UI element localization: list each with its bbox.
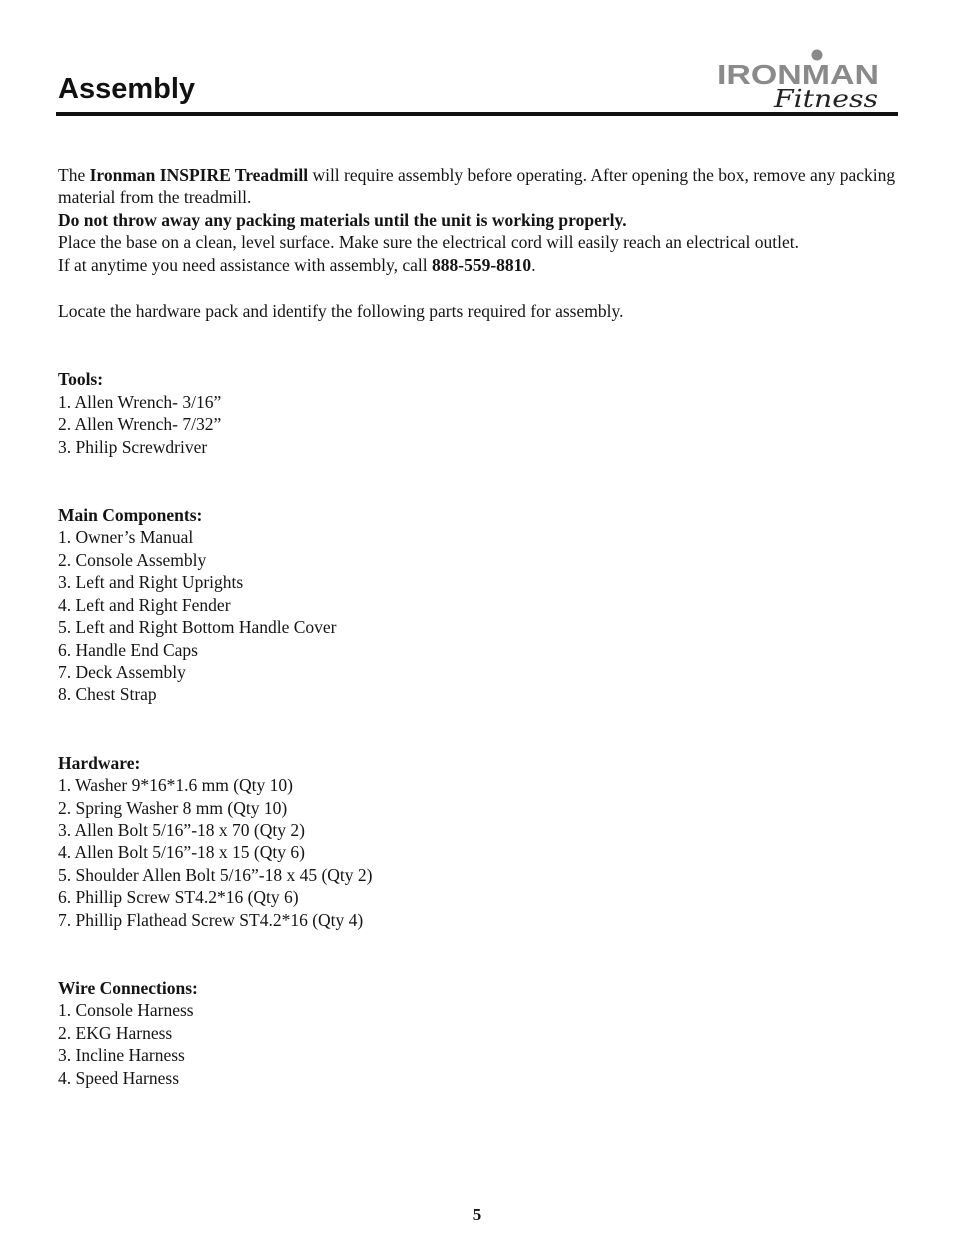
hardware-list — [58, 774, 900, 931]
wire-connections-heading: Wire Connections: — [58, 977, 198, 998]
page-number: 5 — [472, 1205, 482, 1224]
intro-paragraph — [58, 164, 900, 276]
main-components-list — [58, 526, 900, 705]
page-title: Assembly — [58, 73, 196, 105]
list-item: 2. Console Assembly — [58, 549, 207, 570]
ironman-fitness-logo — [716, 46, 882, 112]
placement-instruction: Place the base on a clean, level surface. Make sure the electrical cord will easily reach an electrical outlet. — [58, 232, 799, 253]
list-item: 7. Phillip Flathead Screw ST4.2*16 (Qty 4) — [58, 909, 364, 930]
main-components-section — [58, 504, 900, 706]
product-name: Ironman INSPIRE Treadmill — [89, 165, 309, 185]
intro-text: The — [58, 165, 90, 185]
main-components-heading: Main Components: — [58, 505, 203, 526]
list-item: 4. Speed Harness — [58, 1067, 180, 1088]
list-item: 2. Allen Wrench- 7/32” — [58, 414, 222, 435]
list-item: 4. Left and Right Fender — [58, 594, 231, 615]
wire-connections-section — [58, 977, 900, 1089]
list-item: 3. Philip Screwdriver — [58, 436, 208, 457]
packing-warning: Do not throw away any packing materials until the unit is working properly. — [58, 209, 627, 230]
list-item: 3. Left and Right Uprights — [58, 572, 244, 593]
list-item: 6. Handle End Caps — [58, 639, 198, 660]
tools-list — [58, 391, 900, 458]
list-item: 6. Phillip Screw ST4.2*16 (Qty 6) — [58, 887, 299, 908]
tools-heading: Tools: — [58, 369, 104, 390]
list-item: 1. Console Harness — [58, 1000, 194, 1021]
list-item: 5. Shoulder Allen Bolt 5/16”-18 x 45 (Qty 2) — [58, 864, 373, 885]
svg-text:Fitness: Fitness — [772, 85, 878, 112]
list-item: 3. Incline Harness — [58, 1045, 185, 1066]
list-item: 7. Deck Assembly — [58, 661, 186, 682]
list-item: 5. Left and Right Bottom Handle Cover — [58, 617, 337, 638]
list-item: 8. Chest Strap — [58, 684, 157, 705]
main-content — [58, 164, 900, 1089]
hardware-heading: Hardware: — [58, 752, 141, 773]
list-item: 2. EKG Harness — [58, 1022, 173, 1043]
hardware-section — [58, 752, 900, 931]
assistance-text-end: . — [531, 254, 536, 275]
intro-text: will require assembly before operating. After opening the box, remove any packing material from the treadmill. — [58, 165, 896, 208]
list-item: 1. Washer 9*16*1.6 mm (Qty 10) — [58, 775, 293, 796]
hardware-pack-instruction: Locate the hardware pack and identify the following parts required for assembly. — [58, 301, 624, 322]
header-rule — [56, 112, 898, 116]
tools-section — [58, 368, 900, 458]
list-item: 2. Spring Washer 8 mm (Qty 10) — [58, 797, 288, 818]
wire-connections-list — [58, 999, 900, 1089]
list-item: 3. Allen Bolt 5/16”-18 x 70 (Qty 2) — [58, 819, 305, 840]
list-item: 1. Allen Wrench- 3/16” — [58, 391, 222, 412]
svg-text:IRONMAN: IRONMAN — [717, 59, 879, 90]
assistance-text: If at anytime you need assistance with assembly, call — [58, 254, 433, 275]
list-item: 1. Owner’s Manual — [58, 527, 194, 548]
list-item: 4. Allen Bolt 5/16”-18 x 15 (Qty 6) — [58, 842, 305, 863]
support-phone-number: 888-559-8810 — [432, 254, 532, 275]
